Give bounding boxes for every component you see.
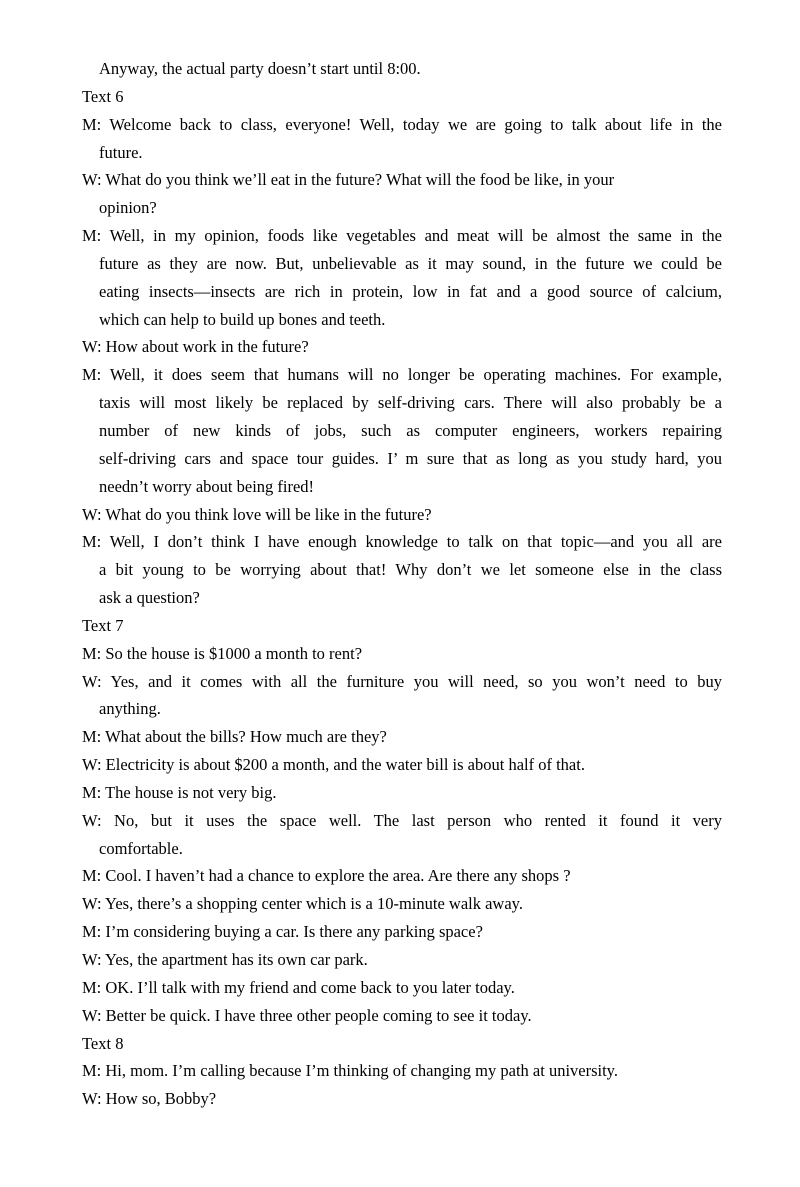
transcript-line: M: Well, I don’t think I have enough knowledge to talk on that topic—and you all are	[82, 532, 722, 552]
transcript-line: W: Electricity is about $200 a month, and the water bill is about half of that.	[82, 755, 585, 775]
transcript-line: needn’t worry about being fired!	[99, 476, 315, 496]
transcript-line: comfortable.	[99, 838, 183, 858]
transcript-line: ask a question?	[99, 588, 200, 608]
transcript-line: taxis will most likely be replaced by self-driving cars. There will also probably be a	[99, 393, 722, 413]
transcript-line: W: Yes, and it comes with all the furniture you will need, so you won’t need to buy	[82, 671, 722, 691]
transcript-lines	[82, 55, 722, 1113]
transcript-line: M: So the house is $1000 a month to rent?	[82, 643, 363, 663]
transcript-line: M: The house is not very big.	[82, 782, 277, 802]
transcript-line: self-driving cars and space tour guides. I’ m sure that as long as you study hard, you	[99, 448, 722, 468]
transcript-line: W: Yes, the apartment has its own car park.	[82, 950, 368, 969]
transcript-line: W: What do you think we’ll eat in the future? What will the food be like, in your	[82, 170, 615, 190]
transcript-line: W: No, but it uses the space well. The last person who rented it found it very	[82, 810, 722, 830]
transcript-line: M: Cool. I haven’t had a chance to explore the area. Are there any shops ?	[82, 866, 571, 886]
transcript-line: M: I’m considering buying a car. Is there any parking space?	[82, 922, 483, 942]
transcript-line: W: How about work in the future?	[82, 337, 309, 357]
transcript-line: W: How so, Bobby?	[82, 1089, 217, 1109]
transcript-line: which can help to build up bones and teeth.	[99, 309, 386, 329]
transcript-line: number of new kinds of jobs, such as computer engineers, workers repairing	[99, 420, 722, 440]
transcript-line: opinion?	[99, 198, 157, 218]
transcript-line: M: What about the bills? How much are they?	[82, 727, 387, 747]
transcript-line: M: Welcome back to class, everyone! Well, today we are going to talk about life in the	[82, 114, 722, 134]
transcript-line: a bit young to be worrying about that! Why don’t we let someone else in the class	[99, 560, 722, 580]
transcript-line: M: OK. I’ll talk with my friend and come back to you later today.	[82, 977, 515, 997]
transcript-line: W: What do you think love will be like in the future?	[82, 504, 432, 524]
section-heading: Text 6	[82, 86, 124, 106]
transcript-line: Anyway, the actual party doesn’t start until 8:00.	[99, 59, 421, 78]
transcript-line: future as they are now. But, unbelievable as it may sound, in the future we could be	[99, 253, 722, 273]
transcript-line: future.	[99, 142, 143, 162]
transcript-line: W: Better be quick. I have three other people coming to see it today.	[82, 1005, 532, 1025]
section-heading: Text 7	[82, 615, 124, 635]
transcript-line: W: Yes, there’s a shopping center which is a 10-minute walk away.	[82, 894, 523, 914]
transcript-line: M: Well, it does seem that humans will no longer be operating machines. For example,	[82, 365, 722, 385]
transcript-line: eating insects—insects are rich in protein, low in fat and a good source of calcium,	[99, 281, 722, 301]
section-heading: Text 8	[82, 1033, 124, 1053]
transcript-line: M: Hi, mom. I’m calling because I’m thinking of changing my path at university.	[82, 1061, 618, 1081]
transcript-line: M: Well, in my opinion, foods like vegetables and meat will be almost the same in the	[82, 226, 722, 246]
transcript-line: anything.	[99, 699, 161, 719]
